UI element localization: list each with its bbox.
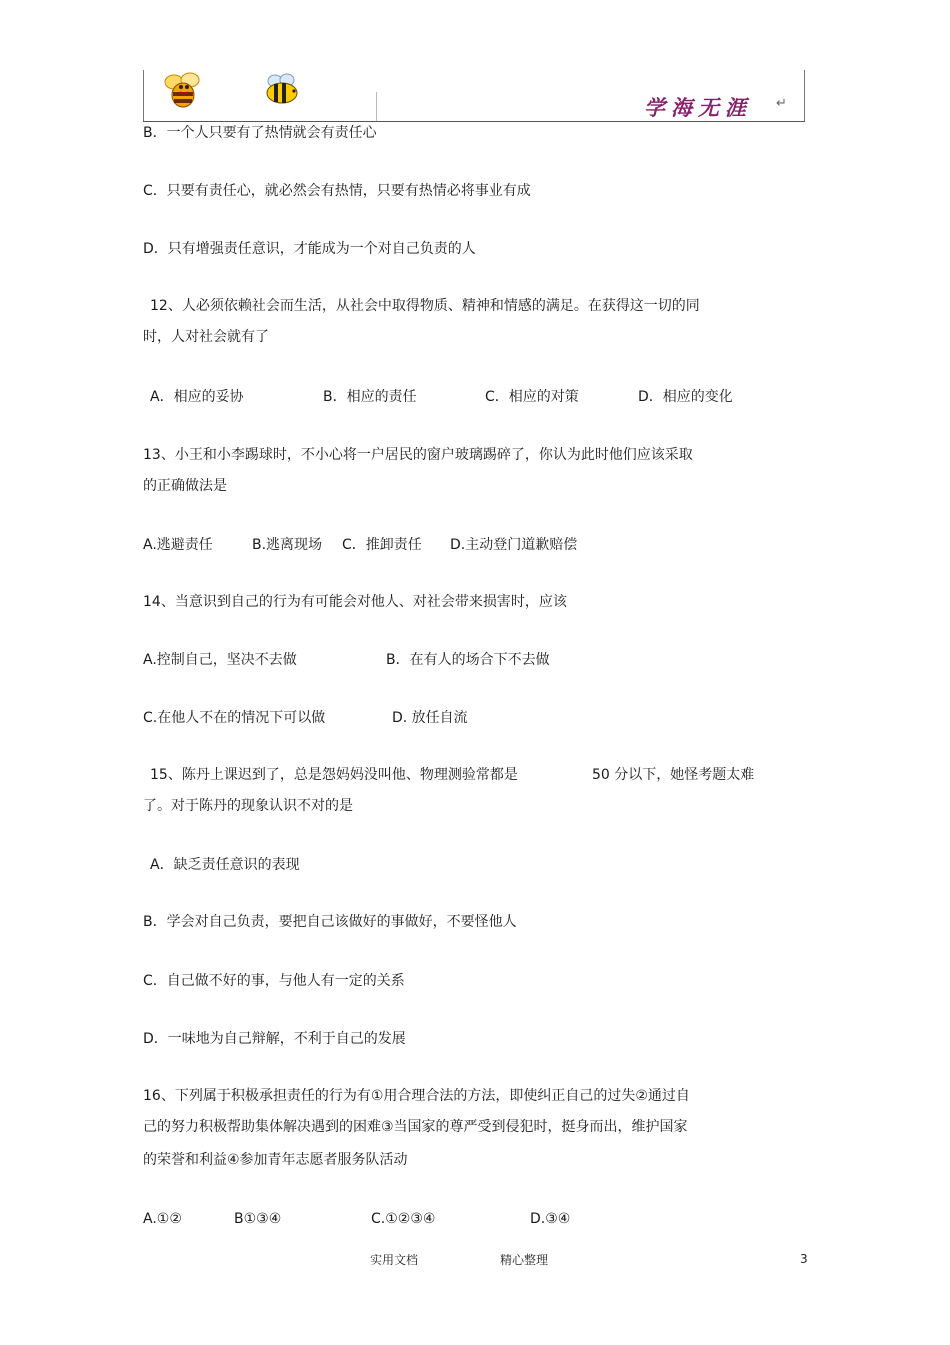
page-number: 3	[800, 1252, 808, 1266]
q14-option-b: B．在有人的场合下不去做	[386, 652, 550, 668]
q15-option-b: B．学会对自己负责，要把自己该做好的事做好，不要怪他人	[143, 914, 517, 930]
q15-option-c: C．自己做不好的事，与他人有一定的关系	[143, 973, 405, 989]
header-right-rule	[804, 70, 805, 122]
q12-option-d: D．相应的变化	[638, 389, 733, 405]
q15-stem-line1-part2: 50 分以下，她怪考题太难	[592, 767, 755, 783]
q15-option-d: D．一味地为自己辩解，不利于自己的发展	[143, 1031, 406, 1047]
paragraph-mark: ↵	[776, 96, 787, 111]
cartoon-bee-icon	[160, 68, 206, 112]
header-mid-rule	[376, 92, 377, 122]
q15-option-a: A．缺乏责任意识的表现	[150, 857, 300, 873]
q11-option-c: C．只要有责任心，就必然会有热情，只要有热情必将事业有成	[143, 183, 531, 199]
footer-center-text: 精心整理	[500, 1253, 549, 1267]
q16-stem-line1: 16、下列属于积极承担责任的行为有①用合理合法的方法，即使纠正自己的过失②通过自	[143, 1088, 690, 1104]
q16-stem-line2: 己的努力积极帮助集体解决遇到的困难③当国家的尊严受到侵犯时，挺身而出，维护国家	[143, 1119, 688, 1135]
q15-stem-line2: 了。对于陈丹的现象认识不对的是	[143, 798, 353, 814]
q14-option-d: D. 放任自流	[392, 710, 468, 726]
q16-option-c: C.①②③④	[371, 1211, 436, 1227]
q14-stem: 14、当意识到自己的行为有可能会对他人、对社会带来损害时，应该	[143, 594, 567, 610]
q12-stem-line2: 时，人对社会就有了	[143, 329, 269, 345]
header-left-rule	[143, 70, 144, 122]
q15-stem-line1-part1: 15、陈丹上课迟到了，总是怨妈妈没叫他、物理测验常都是	[150, 767, 518, 783]
q12-stem-line1: 12、人必须依赖社会而生活，从社会中取得物质、精神和情感的满足。在获得这一切的同	[150, 298, 700, 314]
q13-stem-line2: 的正确做法是	[143, 478, 227, 494]
q14-option-c: C.在他人不在的情况下可以做	[143, 710, 326, 726]
q13-option-c: C．推卸责任	[342, 537, 422, 553]
q11-option-d: D．只有增强责任意识，才能成为一个对自己负责的人	[143, 241, 476, 257]
header-motto: 学海无涯	[644, 95, 752, 120]
q13-option-a: A.逃避责任	[143, 537, 213, 553]
q16-stem-line3: 的荣誉和利益④参加青年志愿者服务队活动	[143, 1152, 408, 1168]
q12-option-a: A．相应的妥协	[150, 389, 244, 405]
q13-option-b: B.逃离现场	[252, 537, 323, 553]
q16-option-b: B①③④	[234, 1211, 282, 1227]
q11-option-b: B．一个人只要有了热情就会有责任心	[143, 125, 377, 141]
striped-bee-icon	[262, 72, 302, 106]
q16-option-a: A.①②	[143, 1211, 182, 1227]
q13-stem-line1: 13、小王和小李踢球时，不小心将一户居民的窗户玻璃踢碎了，你认为此时他们应该采取	[143, 447, 693, 463]
q16-option-d: D.③④	[530, 1211, 571, 1227]
q12-option-c: C．相应的对策	[485, 389, 579, 405]
footer-left-text: 实用文档	[370, 1253, 419, 1267]
q12-option-b: B．相应的责任	[323, 389, 417, 405]
q13-option-d: D.主动登门道歉赔偿	[450, 537, 578, 553]
q14-option-a: A.控制自己，坚决不去做	[143, 652, 297, 668]
